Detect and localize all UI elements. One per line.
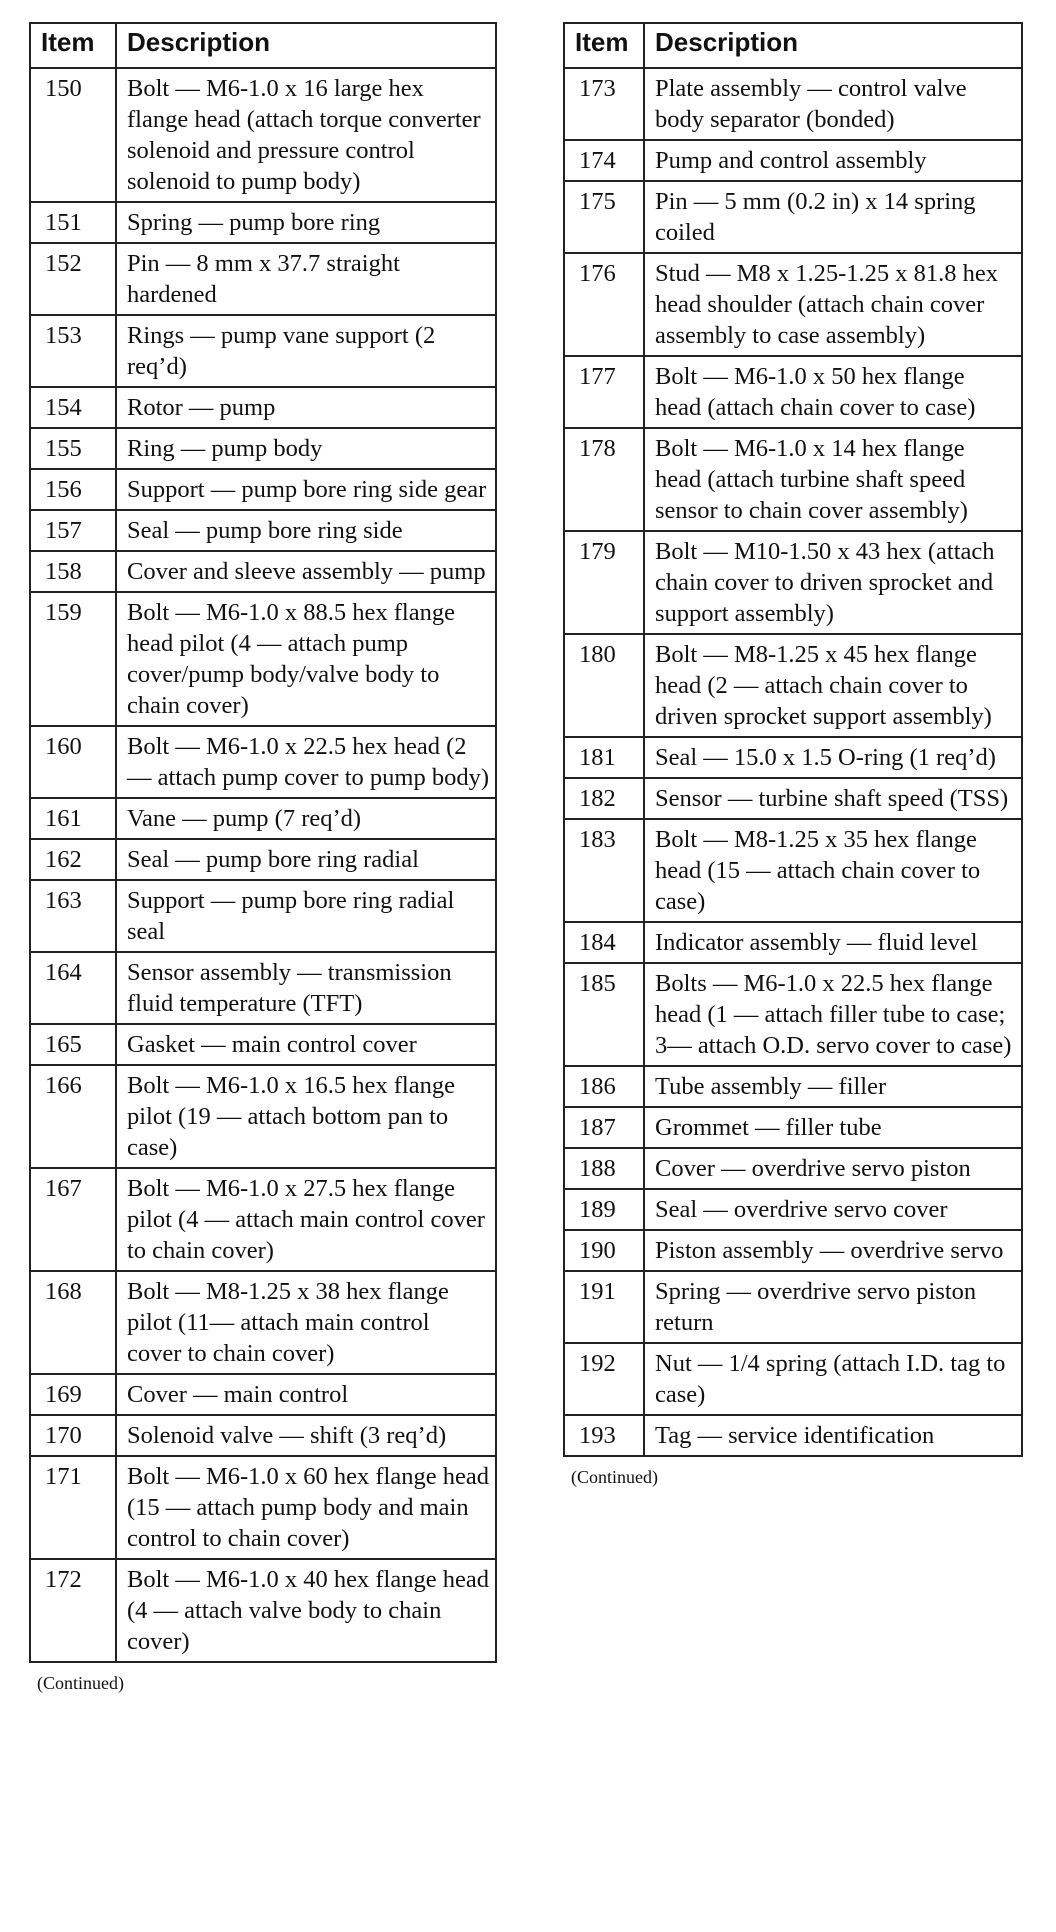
table-row <box>564 1343 1022 1415</box>
description-cell: Bolt — M6-1.0 x 27.5 hex flange pilot (4 — attach main control cover to chain cover) <box>116 1168 496 1271</box>
item-number-cell: 154 <box>30 387 116 428</box>
description-cell: Bolt — M6-1.0 x 16 large hex flange head (attach torque converter solenoid and pressure control solenoid to pump body) <box>116 68 496 202</box>
table-row <box>564 1066 1022 1107</box>
description-cell: Piston assembly — overdrive servo <box>644 1230 1022 1271</box>
item-number-cell: 177 <box>564 356 644 428</box>
table-row <box>30 1168 496 1271</box>
table-row <box>564 1148 1022 1189</box>
item-number-cell: 167 <box>30 1168 116 1271</box>
table-row <box>564 1189 1022 1230</box>
parts-table-left-panel <box>29 22 497 1694</box>
description-cell: Spring — overdrive servo piston return <box>644 1271 1022 1343</box>
item-number-cell: 174 <box>564 140 644 181</box>
table-row <box>564 531 1022 634</box>
table-row <box>564 819 1022 922</box>
table-row <box>564 922 1022 963</box>
description-cell: Pump and control assembly <box>644 140 1022 181</box>
item-number-cell: 168 <box>30 1271 116 1374</box>
description-cell: Support — pump bore ring radial seal <box>116 880 496 952</box>
description-cell: Sensor assembly — transmission fluid temperature (TFT) <box>116 952 496 1024</box>
description-cell: Bolt — M6-1.0 x 60 hex flange head (15 — attach pump body and main control to chain cover) <box>116 1456 496 1559</box>
description-column-header: Description <box>644 23 1022 68</box>
description-cell: Cover and sleeve assembly — pump <box>116 551 496 592</box>
table-row <box>564 253 1022 356</box>
table-row <box>564 778 1022 819</box>
table-row <box>30 798 496 839</box>
description-cell: Seal — pump bore ring radial <box>116 839 496 880</box>
description-cell: Bolt — M6-1.0 x 16.5 hex flange pilot (19 — attach bottom pan to case) <box>116 1065 496 1168</box>
item-number-cell: 189 <box>564 1189 644 1230</box>
item-number-cell: 182 <box>564 778 644 819</box>
table-row <box>30 202 496 243</box>
item-number-cell: 192 <box>564 1343 644 1415</box>
table-row <box>30 1374 496 1415</box>
description-cell: Cover — overdrive servo piston <box>644 1148 1022 1189</box>
item-number-cell: 180 <box>564 634 644 737</box>
description-cell: Rings — pump vane support (2 req’d) <box>116 315 496 387</box>
table-row <box>564 1230 1022 1271</box>
item-number-cell: 158 <box>30 551 116 592</box>
description-cell: Sensor — turbine shaft speed (TSS) <box>644 778 1022 819</box>
description-cell: Bolt — M10-1.50 x 43 hex (attach chain cover to driven sprocket and support assembly) <box>644 531 1022 634</box>
table-row <box>564 68 1022 140</box>
item-number-cell: 188 <box>564 1148 644 1189</box>
item-number-cell: 170 <box>30 1415 116 1456</box>
item-number-cell: 187 <box>564 1107 644 1148</box>
item-number-cell: 151 <box>30 202 116 243</box>
item-number-cell: 172 <box>30 1559 116 1662</box>
item-number-cell: 186 <box>564 1066 644 1107</box>
description-cell: Ring — pump body <box>116 428 496 469</box>
table-row <box>564 356 1022 428</box>
table-row <box>564 1107 1022 1148</box>
item-number-cell: 183 <box>564 819 644 922</box>
description-cell: Grommet — filler tube <box>644 1107 1022 1148</box>
description-cell: Bolt — M8-1.25 x 35 hex flange head (15 — attach chain cover to case) <box>644 819 1022 922</box>
item-number-cell: 175 <box>564 181 644 253</box>
table-row <box>30 880 496 952</box>
table-body <box>564 68 1022 1456</box>
table-row <box>30 1415 496 1456</box>
continued-note: (Continued) <box>37 1673 124 1693</box>
table-row <box>30 1559 496 1662</box>
description-cell: Solenoid valve — shift (3 req’d) <box>116 1415 496 1456</box>
item-number-cell: 159 <box>30 592 116 726</box>
item-number-cell: 179 <box>564 531 644 634</box>
table-row <box>30 726 496 798</box>
description-cell: Tube assembly — filler <box>644 1066 1022 1107</box>
description-cell: Support — pump bore ring side gear <box>116 469 496 510</box>
description-cell: Rotor — pump <box>116 387 496 428</box>
item-number-cell: 156 <box>30 469 116 510</box>
item-number-cell: 171 <box>30 1456 116 1559</box>
description-cell: Bolt — M6-1.0 x 40 hex flange head (4 — attach valve body to chain cover) <box>116 1559 496 1662</box>
item-number-cell: 191 <box>564 1271 644 1343</box>
item-number-cell: 152 <box>30 243 116 315</box>
table-row <box>564 428 1022 531</box>
table-row <box>30 839 496 880</box>
table-row <box>564 181 1022 253</box>
item-number-cell: 169 <box>30 1374 116 1415</box>
table-row <box>564 1271 1022 1343</box>
item-number-cell: 157 <box>30 510 116 551</box>
description-cell: Tag — service identification <box>644 1415 1022 1456</box>
description-cell: Stud — M8 x 1.25-1.25 x 81.8 hex head shoulder (attach chain cover assembly to case assembly) <box>644 253 1022 356</box>
table-row <box>30 68 496 202</box>
description-cell: Nut — 1/4 spring (attach I.D. tag to case) <box>644 1343 1022 1415</box>
table-row <box>30 1456 496 1559</box>
table-row <box>564 634 1022 737</box>
table-row <box>30 592 496 726</box>
item-number-cell: 173 <box>564 68 644 140</box>
table-row <box>30 510 496 551</box>
table-row <box>564 1415 1022 1456</box>
item-number-cell: 164 <box>30 952 116 1024</box>
table-row <box>30 387 496 428</box>
description-cell: Pin — 5 mm (0.2 in) x 14 spring coiled <box>644 181 1022 253</box>
item-number-cell: 162 <box>30 839 116 880</box>
description-cell: Bolt — M8-1.25 x 45 hex flange head (2 — attach chain cover to driven sprocket support assembly) <box>644 634 1022 737</box>
table-row <box>30 551 496 592</box>
item-number-cell: 181 <box>564 737 644 778</box>
table-row <box>564 737 1022 778</box>
item-number-cell: 163 <box>30 880 116 952</box>
table-row <box>564 140 1022 181</box>
table-body <box>30 68 496 1662</box>
description-cell: Bolt — M8-1.25 x 38 hex flange pilot (11— attach main control cover to chain cover) <box>116 1271 496 1374</box>
item-number-cell: 184 <box>564 922 644 963</box>
description-column-header: Description <box>116 23 496 68</box>
description-cell: Vane — pump (7 req’d) <box>116 798 496 839</box>
item-number-cell: 155 <box>30 428 116 469</box>
description-cell: Pin — 8 mm x 37.7 straight hardened <box>116 243 496 315</box>
description-cell: Bolt — M6-1.0 x 22.5 hex head (2 — attach pump cover to pump body) <box>116 726 496 798</box>
parts-table-right-panel <box>563 22 1023 1488</box>
description-cell: Plate assembly — control valve body separator (bonded) <box>644 68 1022 140</box>
table-row <box>30 1271 496 1374</box>
table-header-row <box>30 23 496 68</box>
item-number-cell: 153 <box>30 315 116 387</box>
parts-table-right <box>563 22 1023 1457</box>
item-number-cell: 176 <box>564 253 644 356</box>
item-number-cell: 165 <box>30 1024 116 1065</box>
table-row <box>564 963 1022 1066</box>
description-cell: Seal — pump bore ring side <box>116 510 496 551</box>
description-cell: Gasket — main control cover <box>116 1024 496 1065</box>
table-header-row <box>564 23 1022 68</box>
description-cell: Bolt — M6-1.0 x 50 hex flange head (attach chain cover to case) <box>644 356 1022 428</box>
item-number-cell: 166 <box>30 1065 116 1168</box>
table-row <box>30 243 496 315</box>
table-row <box>30 469 496 510</box>
description-cell: Bolt — M6-1.0 x 14 hex flange head (attach turbine shaft speed sensor to chain cover assembly) <box>644 428 1022 531</box>
description-cell: Indicator assembly — fluid level <box>644 922 1022 963</box>
continued-note: (Continued) <box>571 1467 658 1487</box>
description-cell: Seal — overdrive servo cover <box>644 1189 1022 1230</box>
item-number-cell: 185 <box>564 963 644 1066</box>
description-cell: Bolts — M6-1.0 x 22.5 hex flange head (1 — attach filler tube to case; 3— attach O.D. servo cover to case) <box>644 963 1022 1066</box>
item-column-header: Item <box>30 23 116 68</box>
table-row <box>30 1024 496 1065</box>
item-number-cell: 190 <box>564 1230 644 1271</box>
item-number-cell: 161 <box>30 798 116 839</box>
table-row <box>30 315 496 387</box>
item-number-cell: 150 <box>30 68 116 202</box>
item-number-cell: 193 <box>564 1415 644 1456</box>
description-cell: Bolt — M6-1.0 x 88.5 hex flange head pilot (4 — attach pump cover/pump body/valve body to chain cover) <box>116 592 496 726</box>
table-row <box>30 428 496 469</box>
item-column-header: Item <box>564 23 644 68</box>
description-cell: Seal — 15.0 x 1.5 O-ring (1 req’d) <box>644 737 1022 778</box>
item-number-cell: 178 <box>564 428 644 531</box>
parts-table-left <box>29 22 497 1663</box>
table-row <box>30 952 496 1024</box>
description-cell: Spring — pump bore ring <box>116 202 496 243</box>
description-cell: Cover — main control <box>116 1374 496 1415</box>
table-row <box>30 1065 496 1168</box>
item-number-cell: 160 <box>30 726 116 798</box>
